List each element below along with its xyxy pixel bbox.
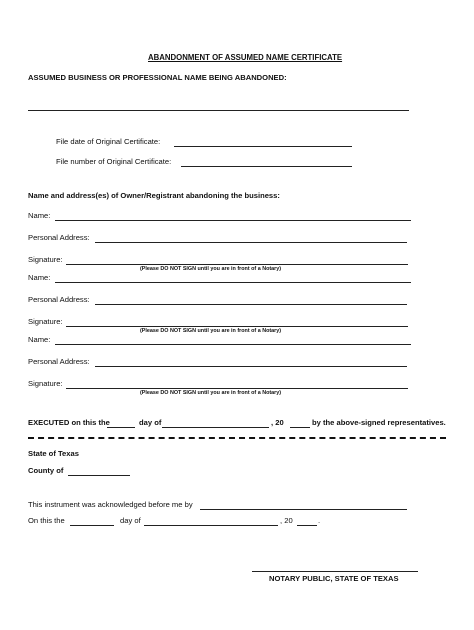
- owner-2-address-label: Personal Address:: [28, 295, 90, 304]
- owner-3-notary-note: (Please DO NOT SIGN until you are in front of a Notary): [140, 390, 282, 396]
- notary-signature-line[interactable]: [252, 571, 418, 572]
- owner-3-name-label: Name:: [28, 335, 51, 344]
- executed-month-line[interactable]: [162, 427, 269, 428]
- owner-3-signature-label: Signature:: [28, 379, 63, 388]
- owner-1-address-label: Personal Address:: [28, 233, 90, 242]
- owner-1-name-label: Name:: [28, 211, 51, 220]
- file-date-line[interactable]: [174, 146, 352, 147]
- notary-year-line[interactable]: [297, 525, 317, 526]
- owner-2-address-line[interactable]: [95, 304, 407, 305]
- file-number-label: File number of Original Certificate:: [56, 157, 172, 166]
- notary-year-prefix: , 20: [280, 516, 293, 525]
- document-title: ABANDONMENT OF ASSUMED NAME CERTIFICATE: [148, 53, 343, 62]
- executed-text-4: by the above-signed representatives.: [312, 418, 446, 427]
- section-divider: [28, 437, 446, 439]
- state-label: State of Texas: [28, 449, 79, 458]
- owner-3-name-line[interactable]: [55, 344, 411, 345]
- owner-3-address-label: Personal Address:: [28, 357, 90, 366]
- owner-1-signature-label: Signature:: [28, 255, 63, 264]
- day-of-label: day of: [120, 516, 141, 525]
- acknowledged-label: This instrument was acknowledged before me by: [28, 500, 193, 509]
- acknowledged-by-line[interactable]: [200, 509, 407, 510]
- owner-2-name-line[interactable]: [55, 282, 411, 283]
- owner-1-address-line[interactable]: [95, 242, 407, 243]
- notary-year-suffix: .: [318, 516, 321, 525]
- owners-heading: Name and address(es) of Owner/Registrant abandoning the business:: [28, 191, 280, 200]
- owner-3-address-line[interactable]: [95, 366, 407, 367]
- file-date-label: File date of Original Certificate:: [56, 137, 161, 146]
- business-name-heading: ASSUMED BUSINESS OR PROFESSIONAL NAME BEING ABANDONED:: [28, 73, 287, 82]
- on-this-label: On this the: [28, 516, 65, 525]
- notary-signature-caption: NOTARY PUBLIC, STATE OF TEXAS: [269, 574, 399, 583]
- county-line[interactable]: [68, 475, 130, 476]
- executed-text-3: , 20: [271, 418, 284, 427]
- notary-day-line[interactable]: [70, 525, 114, 526]
- business-name-line[interactable]: [28, 110, 409, 111]
- executed-text-1: EXECUTED on this the: [28, 418, 110, 427]
- owner-1-notary-note: (Please DO NOT SIGN until you are in front of a Notary): [140, 266, 282, 272]
- file-number-line[interactable]: [181, 166, 352, 167]
- county-label: County of: [28, 466, 64, 475]
- owner-1-name-line[interactable]: [55, 220, 411, 221]
- owner-2-signature-label: Signature:: [28, 317, 63, 326]
- owner-2-name-label: Name:: [28, 273, 51, 282]
- executed-day-line[interactable]: [107, 427, 135, 428]
- executed-year-line[interactable]: [290, 427, 310, 428]
- executed-text-2: day of: [139, 418, 162, 427]
- owner-2-notary-note: (Please DO NOT SIGN until you are in front of a Notary): [140, 328, 282, 334]
- notary-month-line[interactable]: [144, 525, 278, 526]
